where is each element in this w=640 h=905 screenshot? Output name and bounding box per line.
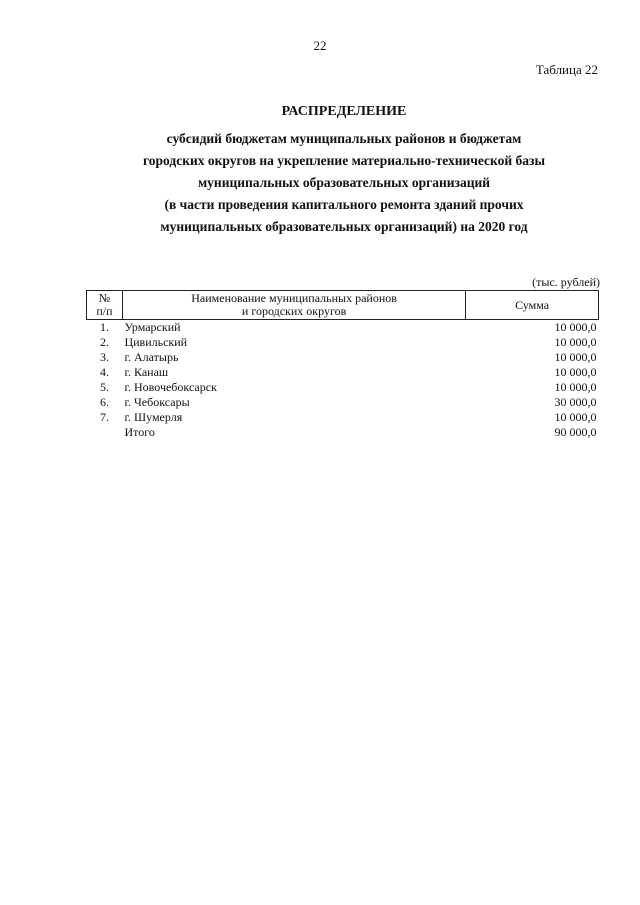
row-name: г. Канаш bbox=[124, 365, 169, 379]
title-line-5: муниципальных образовательных организаций) на 2020 год bbox=[160, 219, 528, 234]
title-line-2: городских округов на укрепление материально-технической базы bbox=[142, 153, 545, 168]
header-number-line-1: № bbox=[98, 291, 111, 305]
total-row bbox=[87, 425, 599, 440]
row-sum: 30 000,0 bbox=[554, 395, 597, 409]
row-sum: 10 000,0 bbox=[554, 320, 597, 334]
row-name: г. Новочебоксарск bbox=[124, 380, 217, 394]
title-line-4: (в части проведения капитального ремонта зданий прочих bbox=[164, 197, 524, 212]
document-title bbox=[60, 104, 628, 238]
total-number bbox=[87, 425, 123, 440]
table-row bbox=[87, 350, 599, 365]
table-row bbox=[87, 380, 599, 395]
row-sum: 10 000,0 bbox=[554, 350, 597, 364]
title-line-1: субсидий бюджетам муниципальных районов и бюджетам bbox=[166, 131, 522, 146]
row-name: Урмарский bbox=[124, 320, 181, 334]
row-number: 3. bbox=[99, 350, 109, 364]
distribution-table bbox=[86, 290, 599, 440]
row-number: 4. bbox=[99, 365, 109, 379]
row-number: 1. bbox=[99, 320, 109, 334]
header-row bbox=[87, 291, 599, 320]
row-sum: 10 000,0 bbox=[554, 365, 597, 379]
total-label: Итого bbox=[124, 425, 155, 439]
header-sum: Сумма bbox=[466, 291, 599, 320]
row-name: Цивильский bbox=[124, 335, 188, 349]
header-number-line-2: п/п bbox=[96, 304, 113, 318]
row-sum: 10 000,0 bbox=[554, 380, 597, 394]
table-row bbox=[87, 320, 599, 336]
table-row bbox=[87, 335, 599, 350]
title-line-3: муниципальных образовательных организаций bbox=[197, 175, 491, 190]
header-name-line-1: Наименование муниципальных районов bbox=[191, 291, 397, 305]
row-sum: 10 000,0 bbox=[554, 335, 597, 349]
table-label: Таблица 22 bbox=[535, 62, 598, 77]
row-name: г. Алатырь bbox=[124, 350, 179, 364]
table-row bbox=[87, 410, 599, 425]
row-name: г. Шумерля bbox=[124, 410, 183, 424]
table-header bbox=[87, 291, 599, 320]
row-name: г. Чебоксары bbox=[124, 395, 190, 409]
row-number: 6. bbox=[99, 395, 109, 409]
total-sum: 90 000,0 bbox=[554, 425, 597, 439]
row-number: 2. bbox=[99, 335, 109, 349]
units-label: (тыс. рублей) bbox=[532, 275, 600, 289]
table-row bbox=[87, 395, 599, 410]
row-number: 5. bbox=[99, 380, 109, 394]
page-number: 22 bbox=[313, 38, 327, 53]
title-main: РАСПРЕДЕЛЕНИЕ bbox=[281, 104, 407, 119]
header-number bbox=[87, 291, 123, 320]
header-name-line-2: и городских округов bbox=[241, 304, 347, 318]
header-name bbox=[122, 291, 465, 320]
table-body bbox=[87, 320, 599, 441]
row-number: 7. bbox=[99, 410, 109, 424]
table-row bbox=[87, 365, 599, 380]
row-sum: 10 000,0 bbox=[554, 410, 597, 424]
